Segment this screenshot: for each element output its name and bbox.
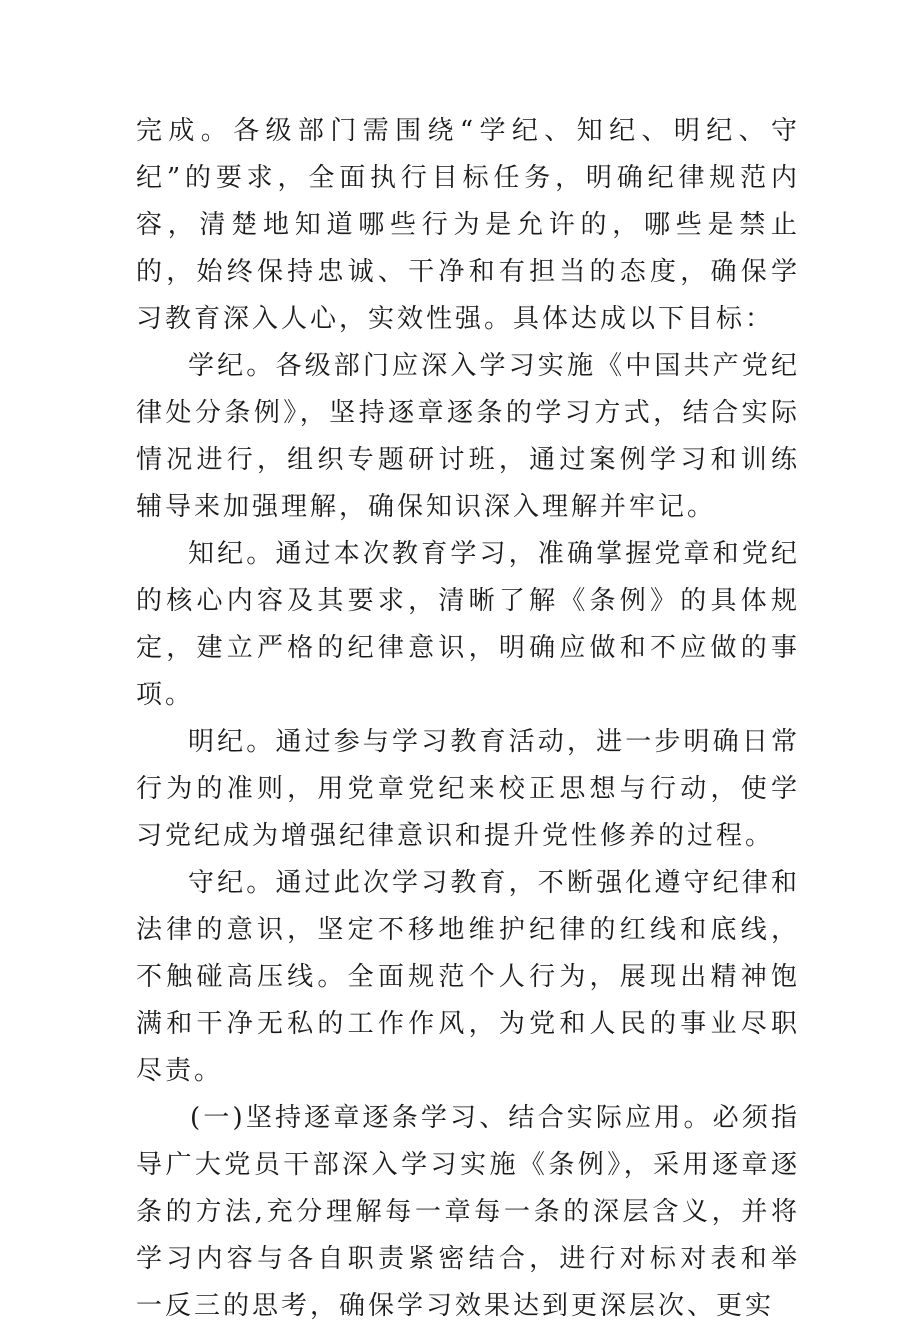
paragraph-mingji: 明纪。通过参与学习教育活动，进一步明确日常行为的准则，用党章党纪来校正思想与行动，使学习党纪成为增强纪律意识和提升党性修养的过程。	[136, 727, 800, 851]
document-body	[136, 108, 800, 1330]
paragraph-zhiji: 知纪。通过本次教育学习，准确掌握党章和党纪的核心内容及其要求，清晰了解《条例》的具体规定，建立严格的纪律意识，明确应做和不应做的事项。	[136, 539, 800, 710]
paragraph-section-one: (一)坚持逐章逐条学习、结合实际应用。必须指导广大党员干部深入学习实施《条例》，采用逐章逐条的方法,充分理解每一章每一条的深层含义，并将学习内容与各自职责紧密结合，进行对标对表和举一反三的思考，确保学习效果达到更深层次、更实	[136, 1103, 800, 1321]
paragraph-intro-continued: 完成。各级部门需围绕“学纪、知纪、明纪、守纪”的要求，全面执行目标任务，明确纪律规范内容，清楚地知道哪些行为是允许的，哪些是禁止的，始终保持忠诚、干净和有担当的态度，确保学习教育深入人心，实效性强。具体达成以下目标：	[136, 116, 800, 334]
paragraph-shouji: 守纪。通过此次学习教育，不断强化遵守纪律和法律的意识，坚定不移地维护纪律的红线和底线，不触碰高压线。全面规范个人行为，展现出精神饱满和干净无私的工作作风，为党和人民的事业尽职尽责。	[136, 868, 800, 1086]
paragraph-xueji: 学纪。各级部门应深入学习实施《中国共产党纪律处分条例》，坚持逐章逐条的学习方式，结合实际情况进行，组织专题研讨班，通过案例学习和训练辅导来加强理解，确保知识深入理解并牢记。	[136, 351, 800, 522]
